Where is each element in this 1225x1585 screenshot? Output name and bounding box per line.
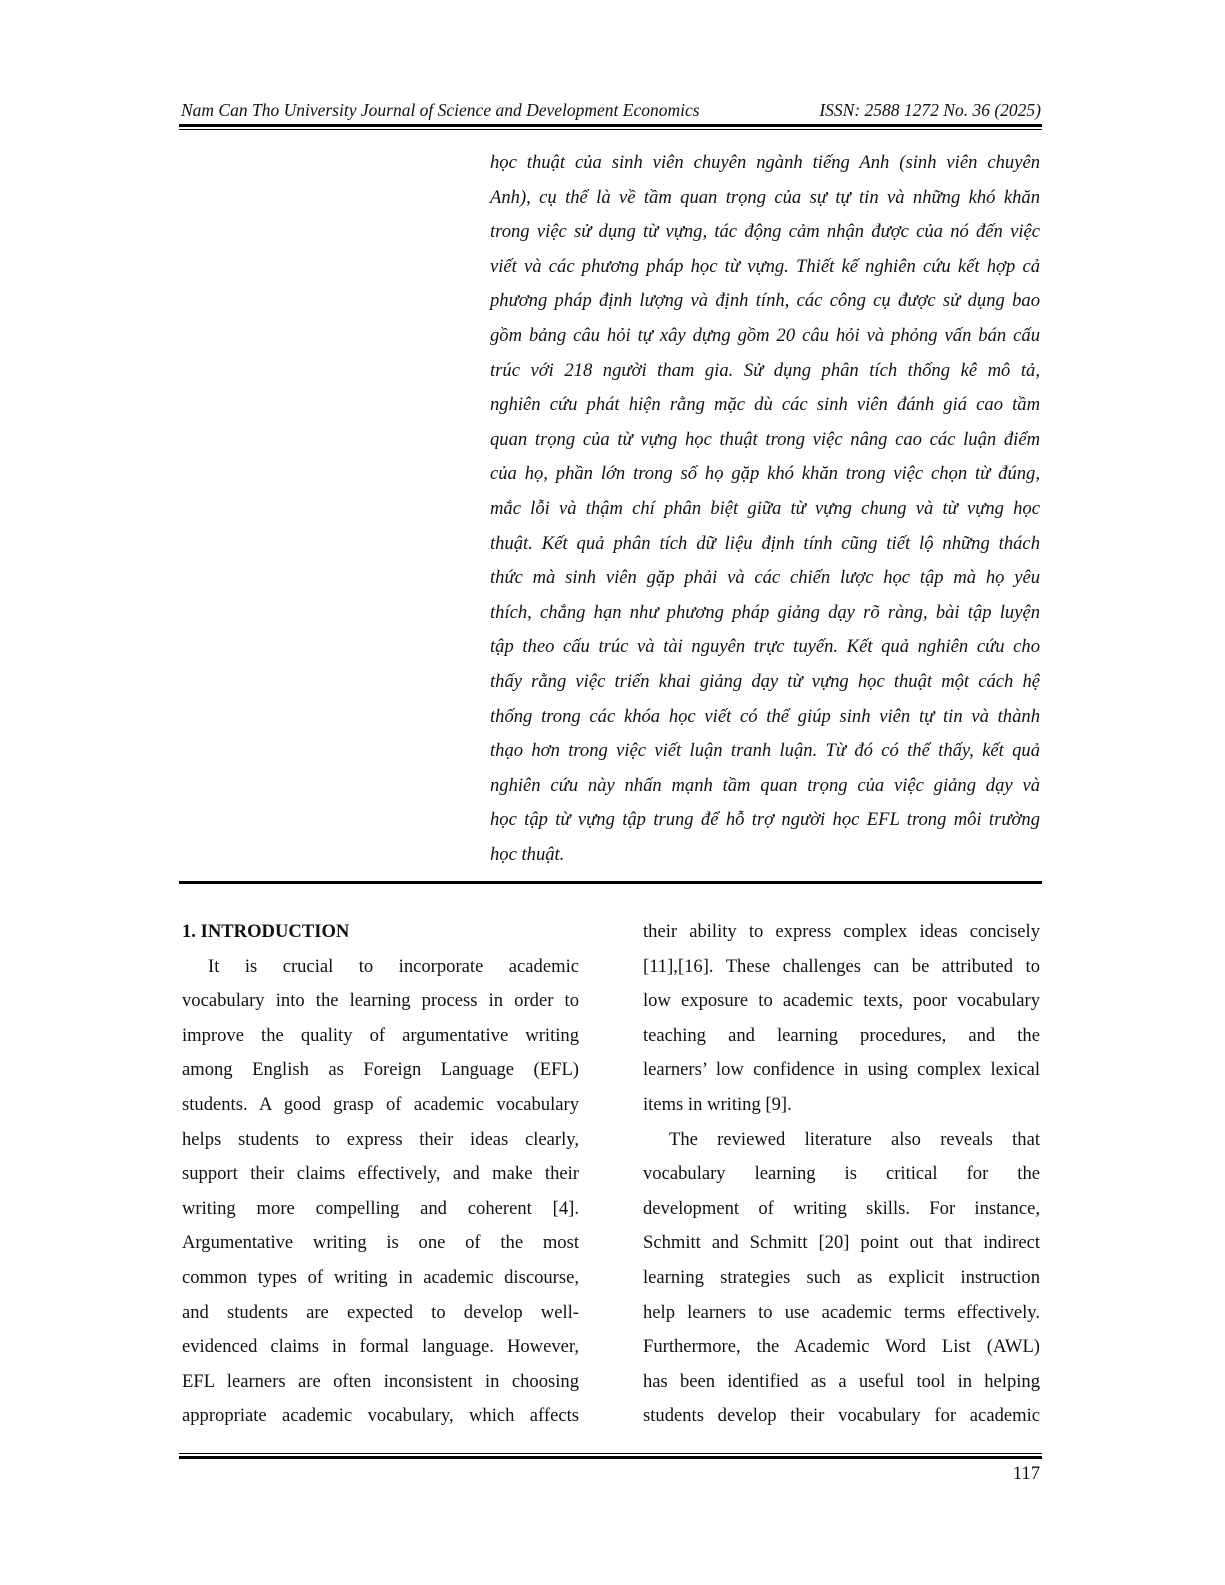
abstract-line: của họ, phần lớn trong số họ gặp khó khăn trong việc chọn từ đúng,	[490, 463, 1040, 485]
text-line: The reviewed literature also reveals that	[669, 1128, 1040, 1150]
footer-rule-thin	[179, 1453, 1042, 1454]
text-line: appropriate academic vocabulary, which affects	[182, 1405, 579, 1427]
abstract-line: tập theo cấu trúc và tài nguyên trực tuyến. Kết quả nghiên cứu cho	[490, 636, 1040, 658]
section-heading: 1. INTRODUCTION	[182, 921, 350, 942]
abstract-line: học thuật.	[490, 843, 565, 865]
abstract-line: nghiên cứu này nhấn mạnh tầm quan trọng của việc giảng dạy và	[490, 774, 1040, 796]
abstract-line: mắc lỗi và thậm chí phân biệt giữa từ vựng chung và từ vựng học	[490, 497, 1040, 519]
text-line: evidenced claims in formal language. However,	[182, 1336, 579, 1358]
text-line: Furthermore, the Academic Word List (AWL)	[643, 1336, 1040, 1358]
text-line: EFL learners are often inconsistent in choosing	[182, 1370, 579, 1392]
abstract-line: thấy rằng việc triển khai giảng dạy từ vựng học thuật một cách hệ	[490, 670, 1040, 692]
text-line: their ability to express complex ideas concisely	[643, 921, 1040, 942]
text-line: learners’ low confidence in using complex lexical	[643, 1059, 1040, 1081]
text-line: has been identified as a useful tool in helping	[643, 1370, 1040, 1392]
footer-rule-thick	[179, 1456, 1042, 1459]
abstract-line: quan trọng của từ vựng học thuật trong việc nâng cao các luận điểm	[490, 428, 1040, 450]
text-line: writing more compelling and coherent [4].	[182, 1197, 579, 1219]
text-line: support their claims effectively, and make their	[182, 1163, 579, 1185]
text-line: helps students to express their ideas clearly,	[182, 1128, 579, 1150]
right-column	[643, 915, 1040, 1434]
running-header	[181, 98, 1041, 122]
page-number: 117	[1012, 1463, 1040, 1484]
abstract-line: trong việc sử dụng từ vựng, tác động cảm nhận được của nó đến việc	[490, 221, 1040, 243]
abstract-line: nghiên cứu phát hiện rằng mặc dù các sinh viên đánh giá cao tầm	[490, 394, 1040, 416]
text-line: [11],[16]. These challenges can be attributed to	[643, 955, 1040, 977]
text-line: among English as Foreign Language (EFL)	[182, 1059, 579, 1081]
abstract-divider	[179, 881, 1042, 884]
text-line: It is crucial to incorporate academic	[208, 955, 579, 977]
left-column	[182, 915, 579, 1434]
abstract-line: thức mà sinh viên gặp phải và các chiến lược học tập mà họ yêu	[490, 567, 1040, 589]
abstract-line: thống trong các khóa học viết có thể giúp sinh viên tự tin và thành	[490, 705, 1040, 727]
abstract-line: thuật. Kết quả phân tích dữ liệu định tính cũng tiết lộ những thách	[490, 532, 1040, 554]
text-line: help learners to use academic terms effectively.	[643, 1301, 1040, 1323]
vietnamese-abstract	[490, 146, 1040, 872]
text-line: development of writing skills. For instance,	[643, 1197, 1040, 1219]
text-line: learning strategies such as explicit instruction	[643, 1266, 1040, 1288]
abstract-line: thạo hơn trong việc viết luận tranh luận. Từ đó có thể thấy, kết quả	[490, 740, 1040, 762]
text-line: improve the quality of argumentative writing	[182, 1024, 579, 1046]
abstract-line: học tập từ vựng tập trung để hỗ trợ người học EFL trong môi trường	[490, 809, 1040, 831]
text-line: vocabulary learning is critical for the	[643, 1163, 1040, 1185]
text-line: Schmitt and Schmitt [20] point out that indirect	[643, 1232, 1040, 1254]
abstract-line: viết và các phương pháp học từ vựng. Thiết kế nghiên cứu kết hợp cả	[490, 255, 1040, 277]
text-line: low exposure to academic texts, poor vocabulary	[643, 990, 1040, 1012]
header-rule-thin	[179, 129, 1042, 130]
abstract-line: Anh), cụ thể là về tầm quan trọng của sự tự tin và những khó khăn	[490, 186, 1040, 208]
text-line: students develop their vocabulary for academic	[643, 1405, 1040, 1427]
text-line: students. A good grasp of academic vocabulary	[182, 1093, 579, 1115]
abstract-line: thích, chẳng hạn như phương pháp giảng dạy rõ ràng, bài tập luyện	[490, 601, 1040, 623]
abstract-line: gồm bảng câu hỏi tự xây dựng gồm 20 câu hỏi và phỏng vấn bán cấu	[490, 324, 1040, 346]
journal-title: Nam Can Tho University Journal of Science and Development Economics	[181, 100, 700, 120]
text-line: teaching and learning procedures, and the	[643, 1024, 1040, 1046]
issn-issue: ISSN: 2588 1272 No. 36 (2025)	[819, 100, 1041, 120]
abstract-line: phương pháp định lượng và định tính, các công cụ được sử dụng bao	[490, 290, 1040, 312]
text-line: items in writing [9].	[643, 1093, 792, 1115]
text-line: vocabulary into the learning process in order to	[182, 990, 579, 1012]
text-line: and students are expected to develop well-	[182, 1301, 579, 1323]
abstract-line: học thuật của sinh viên chuyên ngành tiếng Anh (sinh viên chuyên	[490, 152, 1040, 173]
abstract-line: trúc với 218 người tham gia. Sử dụng phân tích thống kê mô tả,	[490, 359, 1040, 381]
text-line: Argumentative writing is one of the most	[182, 1232, 579, 1254]
header-rule-thick	[179, 124, 1042, 127]
text-line: common types of writing in academic discourse,	[182, 1266, 579, 1288]
